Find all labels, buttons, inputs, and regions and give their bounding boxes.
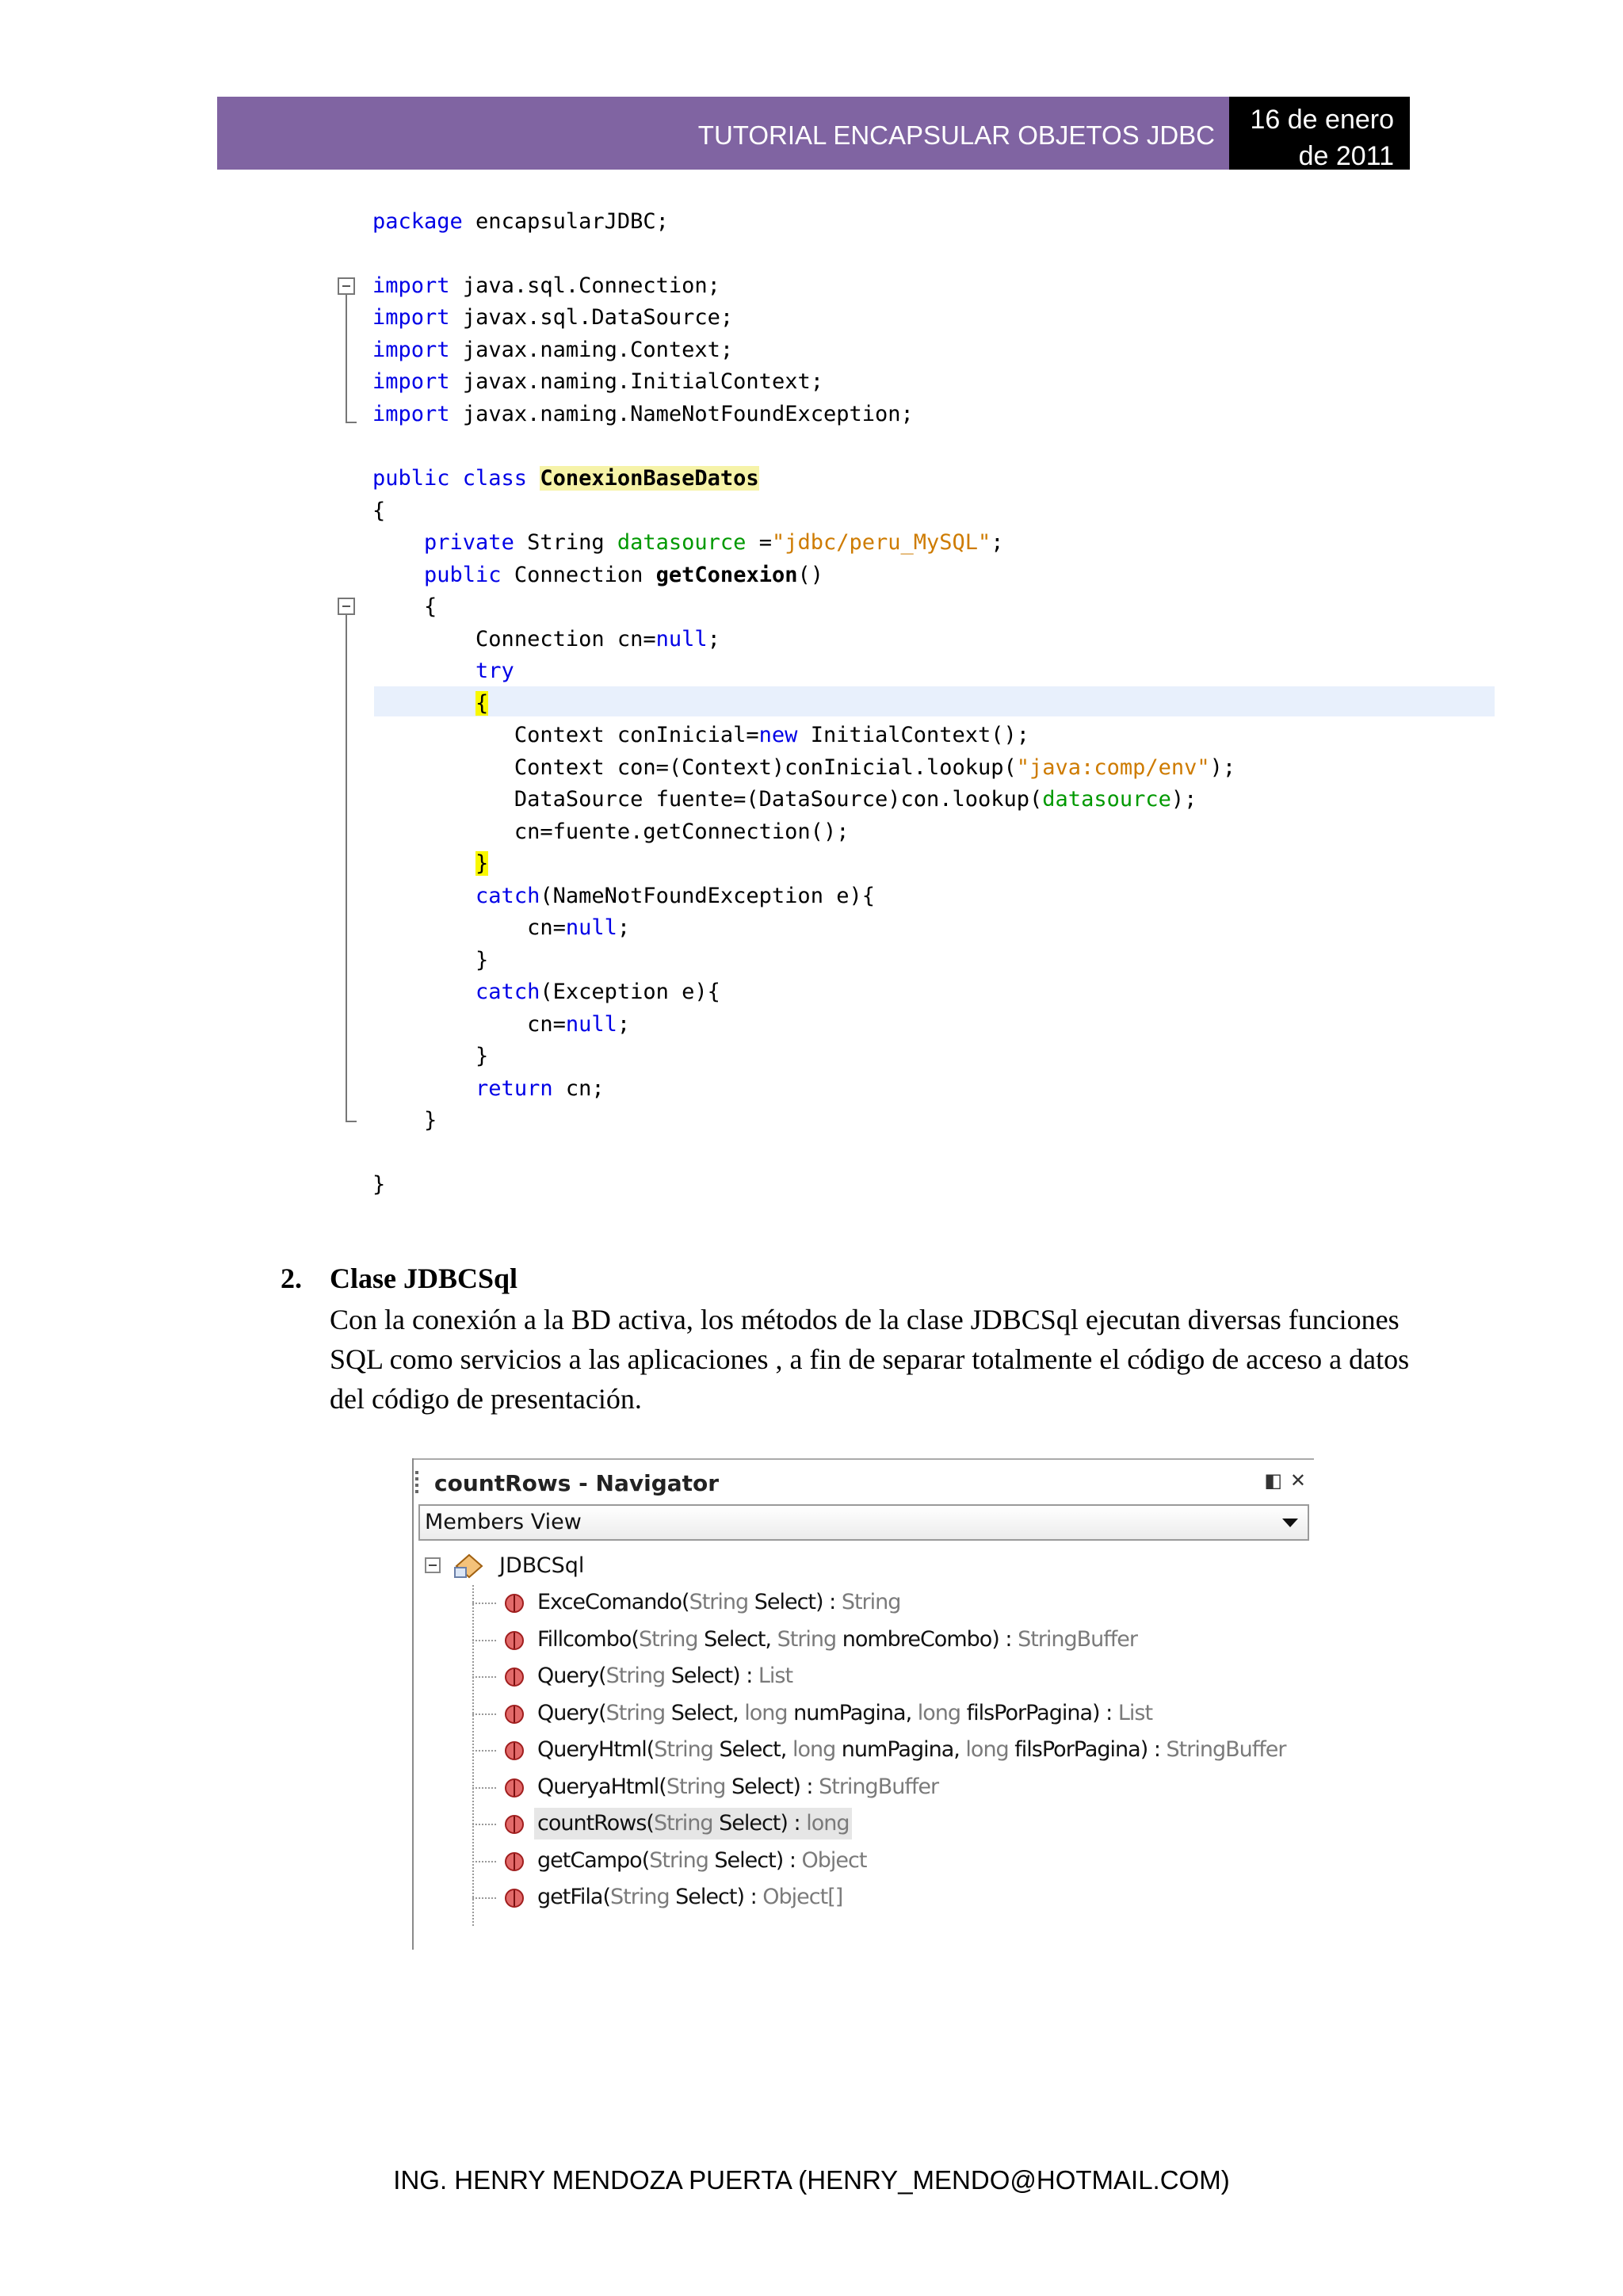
- code-line-ctx1: Context conInicial=new InitialContext();: [514, 723, 1030, 747]
- code-line-brace: {: [424, 594, 437, 619]
- code-line-field: private String datasource ="jdbc/peru_MySQL";: [424, 530, 1004, 555]
- member-name: countRows: [537, 1811, 647, 1836]
- code-line-import: import java.sql.Connection;: [372, 273, 720, 298]
- code-line-brace: }: [475, 1044, 489, 1068]
- code-line-import: import javax.sql.DataSource;: [372, 305, 734, 330]
- param-type: long: [792, 1737, 836, 1762]
- method-icon: [504, 1778, 525, 1798]
- code-line-brace: }: [372, 1172, 386, 1197]
- member-name: ExceComando: [537, 1590, 682, 1614]
- method-icon: [504, 1704, 525, 1725]
- member-signature: QueryHtml(String Select, long numPagina, long filsPorPagina) : StringBuffer: [537, 1737, 1286, 1762]
- member-name: QueryaHtml: [537, 1774, 659, 1799]
- method-icon: [504, 1667, 525, 1687]
- return-type: StringBuffer: [1018, 1626, 1138, 1652]
- member-name: QueryHtml: [537, 1737, 647, 1762]
- current-line-highlight: [374, 686, 1495, 716]
- param-name: Select: [665, 1700, 733, 1725]
- code-line-brace: }: [475, 948, 489, 972]
- code-line-catch: catch(Exception e){: [475, 980, 720, 1004]
- code-line-method: public Connection getConexion(): [424, 563, 823, 587]
- code-line-import: import javax.naming.InitialContext;: [372, 369, 823, 394]
- code-line-brace: {: [372, 499, 386, 523]
- param-type: String: [605, 1700, 666, 1725]
- code-line-conn-decl: Connection cn=null;: [475, 627, 720, 651]
- member-signature: getFila(String Select) : Object[]: [537, 1885, 843, 1909]
- code-line-ctx2: Context con=(Context)conInicial.lookup("java:comp/env");: [514, 755, 1236, 780]
- code-line-import: import javax.naming.Context;: [372, 338, 734, 362]
- param-name: filsPorPagina: [1008, 1737, 1140, 1762]
- param-type: String: [653, 1811, 713, 1836]
- method-icon: [504, 1814, 525, 1835]
- param-name: Select: [697, 1626, 766, 1652]
- param-type: String: [638, 1626, 698, 1652]
- fold-end-method: [346, 1113, 357, 1122]
- fold-end-imports: [346, 414, 357, 423]
- section-paragraph: Con la conexión a la BD activa, los métodos de la clase JDBCSql ejecutan diversas funciones SQL como servicios a las aplicaciones , a fin de separar totalmente el código de acceso a datos del código de presentación.: [330, 1304, 1410, 1415]
- param-type: long: [917, 1700, 961, 1725]
- code-line-brace: {: [475, 691, 489, 716]
- param-type: String: [689, 1590, 749, 1614]
- param-name: numPagina: [787, 1700, 906, 1725]
- param-name: Select: [748, 1590, 816, 1614]
- drag-grip-icon[interactable]: [415, 1471, 418, 1495]
- member-signature: QueryaHtml(String Select) : StringBuffer: [537, 1774, 939, 1799]
- param-type: String: [666, 1774, 726, 1799]
- navigator-title: countRows - Navigator: [434, 1470, 720, 1496]
- param-name: filsPorPagina: [960, 1700, 1093, 1725]
- fold-toggle-imports[interactable]: [338, 277, 355, 295]
- header-date: [1229, 97, 1410, 170]
- return-type: long: [806, 1811, 850, 1836]
- member-signature: Query(String Select, long numPagina, long filsPorPagina) : List: [537, 1700, 1153, 1725]
- param-name: Select: [669, 1885, 737, 1909]
- tree-guide-line: [472, 1585, 474, 1926]
- param-type: String: [649, 1847, 708, 1873]
- chevron-down-icon[interactable]: [1282, 1519, 1298, 1527]
- method-icon: [504, 1851, 525, 1872]
- param-type: String: [605, 1664, 666, 1688]
- code-line-package: package encapsularJDBC;: [372, 209, 669, 234]
- navigator-panel: [412, 1458, 1314, 1950]
- code-line-cn-null: cn=null;: [527, 1012, 631, 1037]
- return-type: StringBuffer: [819, 1774, 939, 1799]
- view-select[interactable]: [418, 1504, 1309, 1541]
- param-name: numPagina: [835, 1737, 954, 1762]
- header-date-line2: de 2011: [1298, 141, 1394, 171]
- param-name: Select: [665, 1664, 733, 1688]
- code-line-class-decl: public class ConexionBaseDatos: [372, 466, 759, 491]
- member-signature: countRows(String Select) : long: [534, 1808, 852, 1839]
- page-footer: ING. HENRY MENDOZA PUERTA (HENRY_MENDO@HOTMAIL.COM): [393, 2165, 1230, 2195]
- member-signature: ExceComando(String Select) : String: [537, 1590, 901, 1614]
- return-type: List: [758, 1664, 793, 1688]
- param-type: long: [744, 1700, 788, 1725]
- class-icon: [453, 1553, 485, 1580]
- code-line-cn-get: cn=fuente.getConnection();: [514, 819, 850, 844]
- header-date-line1: 16 de enero: [1250, 105, 1394, 135]
- return-type: Object: [801, 1847, 867, 1873]
- member-signature: Fillcombo(String Select, String nombreCombo) : StringBuffer: [537, 1626, 1138, 1652]
- return-type: String: [841, 1590, 901, 1614]
- section-title: Clase JDBCSql: [330, 1263, 518, 1294]
- code-line-import: import javax.naming.NameNotFoundException;: [372, 402, 914, 426]
- method-icon: [504, 1888, 525, 1908]
- member-name: getFila: [537, 1885, 603, 1909]
- method-icon: [504, 1593, 525, 1614]
- member-signature: getCampo(String Select) : Object: [537, 1847, 867, 1873]
- method-icon: [504, 1630, 525, 1651]
- param-type: String: [777, 1626, 837, 1652]
- param-name: nombreCombo: [836, 1626, 992, 1652]
- param-name: Select: [708, 1847, 776, 1873]
- member-name: Query: [537, 1700, 599, 1725]
- param-name: Select: [712, 1811, 781, 1836]
- return-type: StringBuffer: [1166, 1737, 1286, 1762]
- param-type: long: [965, 1737, 1009, 1762]
- header-title: TUTORIAL ENCAPSULAR OBJETOS JDBC: [217, 97, 1229, 170]
- close-icon[interactable]: ✕: [1289, 1469, 1306, 1492]
- collapse-toggle-icon[interactable]: [425, 1557, 441, 1573]
- method-icon: [504, 1740, 525, 1761]
- member-signature: Query(String Select) : List: [537, 1664, 793, 1688]
- code-line-cn-null: cn=null;: [527, 915, 631, 940]
- param-type: String: [654, 1737, 713, 1762]
- root-class-label: JDBCSql: [499, 1553, 585, 1578]
- code-line-try: try: [475, 659, 514, 683]
- code-line-return: return cn;: [475, 1076, 605, 1101]
- code-line-catch: catch(NameNotFoundException e){: [475, 884, 875, 908]
- fold-toggle-method[interactable]: [338, 598, 355, 615]
- view-select-value: Members View: [425, 1510, 582, 1534]
- member-name: Fillcombo: [537, 1626, 632, 1652]
- fold-guide-imports: [346, 295, 347, 414]
- code-line-brace: }: [475, 851, 489, 876]
- param-type: String: [610, 1885, 670, 1909]
- member-name: Query: [537, 1664, 599, 1688]
- param-name: Select: [712, 1737, 781, 1762]
- navigator-controls: [1256, 1469, 1306, 1492]
- fold-guide-method: [346, 615, 347, 1113]
- code-line-ds: DataSource fuente=(DataSource)con.lookup(datasource);: [514, 787, 1197, 812]
- return-type: List: [1117, 1700, 1153, 1725]
- code-line-brace: }: [424, 1108, 437, 1133]
- minimize-icon[interactable]: ◧: [1264, 1469, 1282, 1492]
- class-name: ConexionBaseDatos: [540, 466, 759, 491]
- page-header: [217, 97, 1410, 170]
- return-type: Object[]: [762, 1885, 843, 1909]
- param-name: Select: [725, 1774, 793, 1799]
- section-number: 2.: [281, 1263, 302, 1294]
- member-name: getCampo: [537, 1847, 642, 1873]
